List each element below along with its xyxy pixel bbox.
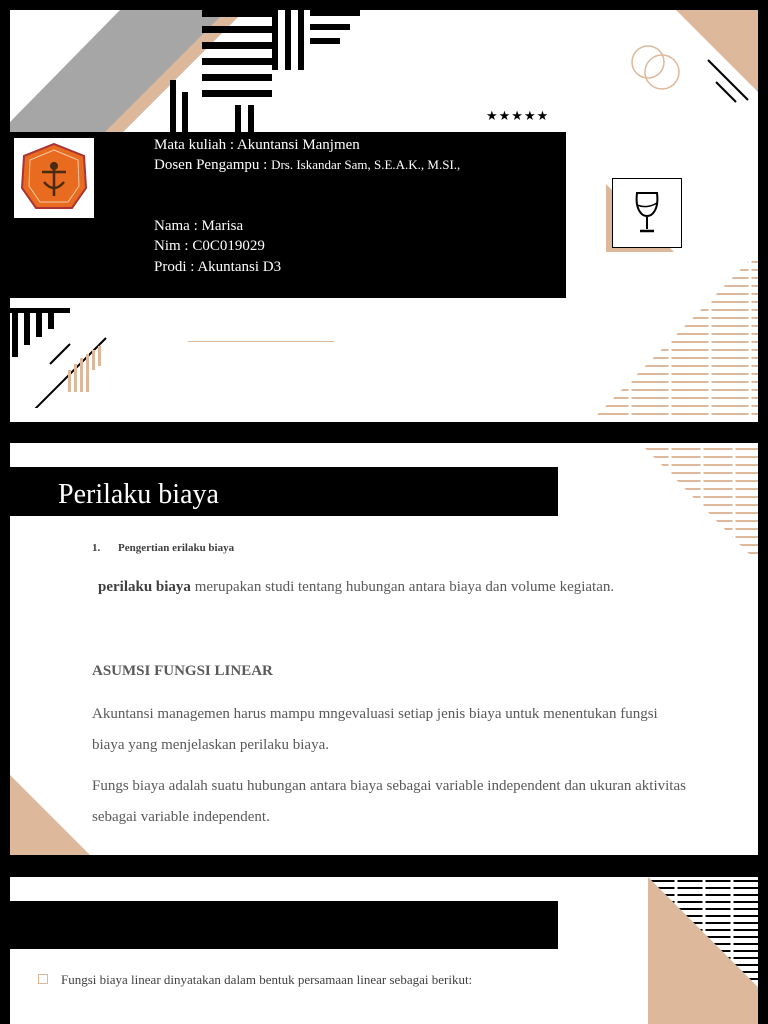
- numbered-item: [92, 542, 234, 554]
- divider-line: [188, 341, 334, 342]
- wine-glass-icon: [613, 179, 681, 247]
- wine-glass-box: [612, 178, 682, 248]
- bottom-right-weave: [590, 252, 758, 422]
- top-left-decoration: [10, 10, 370, 135]
- paragraph-2: Fungs biaya adalah suatu hubungan antara biaya sebagai variable independent dan ukuran aktivitas sebagai variable independent.: [92, 778, 686, 825]
- item-label: Pengertian erilaku biaya: [118, 542, 235, 554]
- checkbox-bullet-icon: [38, 974, 48, 984]
- paragraph-1: Akuntansi managemen harus mampu mngevaluasi setiap jenis biaya untuk menentukan fungsi biaya yang menjelaskan perilaku biaya.: [92, 706, 658, 753]
- right-weave: [648, 877, 758, 1024]
- definition-term: perilaku biaya: [98, 579, 191, 595]
- item-number: 1.: [92, 542, 101, 554]
- title-bar: [10, 901, 558, 949]
- lecturer-line: [154, 156, 460, 174]
- student-prodi: Prodi : Akuntansi D3: [154, 259, 282, 275]
- lecturer-name: Drs. Iskandar Sam, S.E.A.K., M.SI.,: [271, 157, 461, 172]
- section-heading: ASUMSI FUNGSI LINEAR: [92, 663, 273, 679]
- bottom-left-triangle: [10, 775, 90, 855]
- definition-rest: merupakan studi tentang hubungan antara biaya dan volume kegiatan.: [190, 579, 615, 595]
- university-logo: [14, 138, 94, 218]
- slide-cover: [10, 10, 758, 422]
- student-name: Nama : Marisa: [154, 218, 244, 234]
- student-nim: Nim : C0C019029: [154, 238, 265, 254]
- slide-perilaku-biaya: [10, 443, 758, 855]
- definition-text: [98, 579, 614, 596]
- course-text: Mata kuliah : Akuntansi Manjmen: [154, 137, 360, 153]
- bullet-text: Fungsi biaya linear dinyatakan dalam bentuk persamaan linear sebagai berikut:: [61, 972, 473, 987]
- bottom-left-decoration: [10, 298, 120, 408]
- lecturer-label: Dosen Pengampu :: [154, 157, 272, 173]
- slide-fungsi-biaya: [10, 877, 758, 1024]
- university-emblem-icon: [14, 138, 94, 218]
- rating-stars: ★★★★★: [486, 108, 550, 123]
- slide-title: Perilaku biaya: [58, 479, 219, 510]
- top-right-weave: [640, 443, 758, 563]
- top-right-decoration: [630, 10, 758, 110]
